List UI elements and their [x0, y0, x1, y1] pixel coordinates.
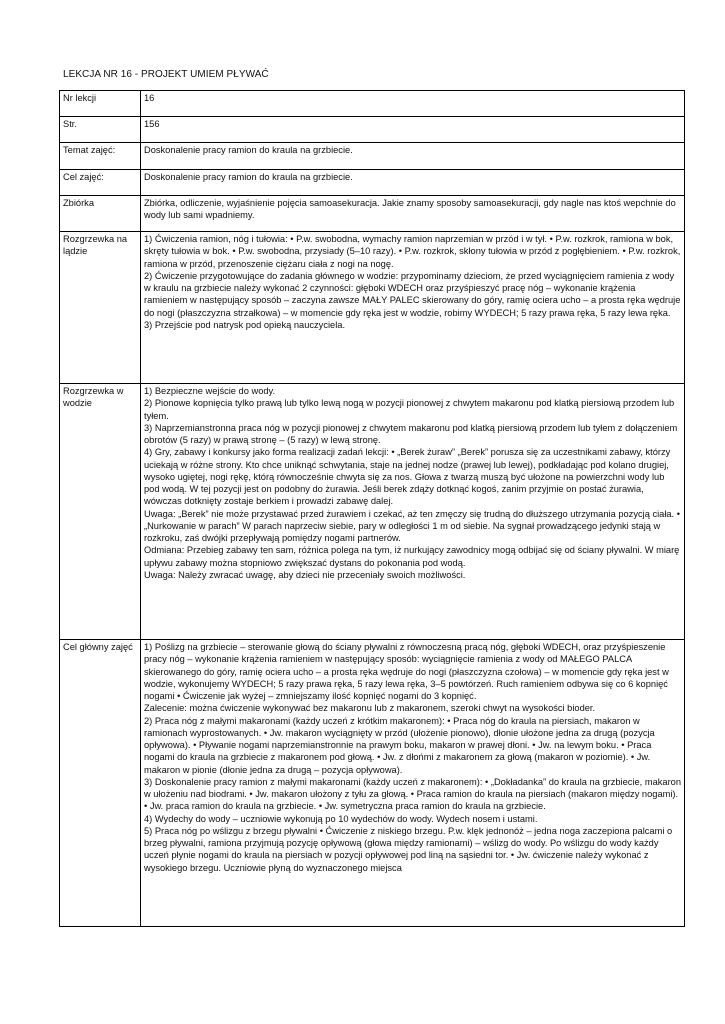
row-label: Str.	[60, 117, 141, 143]
row-content-line: 1) Bezpieczne wejście do wody.	[144, 386, 276, 396]
row-content-line: 2) Pionowe kopnięcia tylko prawą lub tylko lewą nogą w pozycji pionowej z chwytem makaronu pod klatką piersiową przodem lub tyłem.	[144, 398, 675, 421]
row-content-line: Doskonalenie pracy ramion do kraula na grzbiecie.	[144, 172, 353, 182]
row-content	[141, 196, 685, 232]
row-content	[141, 143, 685, 170]
row-content	[141, 170, 685, 196]
table-row	[60, 117, 685, 143]
row-content-line: 3) Naprzemianstronna praca nóg w pozycji pionowej z chwytem makaronu pod klatką piersiową przodem lub tyłem z dołączeniem obrotów (5 razy) w prawą stronę – (5 razy) w lewą stronę.	[144, 422, 678, 445]
table-row	[60, 384, 685, 640]
row-content-line: 3) Przejście pod natrysk pod opieką nauczyciela.	[144, 319, 346, 330]
row-label: Cel zajęć:	[60, 170, 141, 196]
row-content	[141, 232, 685, 384]
table-row	[60, 170, 685, 196]
row-content-line: Uwaga: Należy zwracać uwagę, aby dzieci nie przeceniały swoich możliwości.	[144, 569, 466, 580]
table-row	[60, 232, 685, 384]
table-row	[60, 143, 685, 170]
row-content-line: 1) Ćwiczenia ramion, nóg i tułowia: • P.w. swobodna, wymachy ramion naprzemian w przód i w tył. • P.w. rozkrok, ramiona w bok, skręty tułowia w bok. • P.w. swobodna, przysiady (5–10 razy). • P.w. rozkrok, skłony tułowia w przód z pogłębieniem. • P.w. rozkrok, ramiona w przód, przenoszenie ciężaru ciała z nogi na nogę.	[144, 234, 681, 269]
row-content-line: 5) Praca nóg po wślizgu z brzegu pływalni • Ćwiczenie z niskiego brzegu. P.w. klęk jednonóż – jedna noga zaczepiona palcami o brzeg pływalni, ramiona przyjmują pozycję opływową (głowa między ramionami) – wślizg do wody. Po wślizgu do wody każdy uczeń płynie nogami do kraula na piersiach w pozycji opływowej pod liną na sąsiedni tor. • Jw. ćwiczenie należy wykonać z wysokiego brzegu. Uczniowie płyną do wyznaczonego miejsca	[144, 825, 673, 873]
row-content-line: 156	[144, 119, 160, 129]
row-content-line: Uwaga: „Berek” nie może przystawać przed żurawiem i czekać, aż ten zmęczy się trudną do dłuższego utrzymania pozycją ciała. • „Nurkowanie w parach” W parach naprzeciw siebie, pary w odległości 1 m od siebie. Na sygnał prowadzącego jedynki stają w rozkroku, zaś dwójki przepływają pomiędzy nogami partnerów.	[144, 508, 680, 543]
row-content-line: 2) Praca nóg z małymi makaronami (każdy uczeń z krótkim makaronem): • Praca nóg do kraula na piersiach, makaron w ramionach wyprostowanych. • Jw. makaron wyciągnięty w przód (ułożenie pionowo), dłonie ułożone jedna za drugą (pozycja opływowa). • Pływanie nogami naprzemianstronnie na prawym boku, makaron w prawej dłoni. • Jw. na lewym boku. • Praca nogami do kraula na grzbiecie z makaronem pod głową. • Jw. z dłońmi z makaronem za głową (makaron w poziomie). • Jw. makaron w pionie (dłonie jedna za drugą – pozycja opływowa).	[144, 715, 655, 775]
row-content-line: 2) Ćwiczenie przygotowujące do zadania głównego w wodzie: przypominamy dzieciom, że przed wyciągnięciem ramienia z wody w kraulu na grzbiecie należy wykonać 2 czynności: głęboki WDECH oraz przyśpieszyć pracę nóg – wykonanie krążenia ramieniem w następujący sposób – zaczyna zawsze MAŁY PALEC skierowany do góry, ramię ociera ucho – a prosta ręka wędruje do nogi (płaszczyzna strzałkowa) – w momencie gdy ręka jest w wodzie, robimy WYDECH; 5 razy prawa ręka, 5 razy lewa ręka.	[144, 270, 681, 318]
row-content	[141, 91, 685, 117]
row-content-line: 16	[144, 93, 155, 103]
row-label: Rozgrzewka w wodzie	[60, 384, 141, 640]
row-content	[141, 384, 685, 640]
row-content-line: 3) Doskonalenie pracy ramion z małymi makaronami (każdy uczeń z makaronem): • „Dokładanka” do kraula na grzbiecie, makaron w ułożeniu nad biodrami. • Jw. makaron ułożony z tyłu za głową. • Praca ramion do kraula na piersiach (makaron między nogami). • Jw. praca ramion do kraula na grzbiecie. • Jw. symetryczna praca ramion do kraula na grzbiecie.	[144, 776, 682, 812]
lesson-table	[59, 90, 685, 927]
row-label: Temat zajęć:	[60, 143, 141, 170]
row-label: Rozgrzewka na lądzie	[60, 232, 141, 384]
row-content-line: Odmiana: Przebieg zabawy ten sam, różnica polega na tym, iż nurkujący zawodnicy mogą odbijać się od ściany pływalni. W miarę upływu zabawy można stopniowo zwiększać dystans do pokonania pod wodą.	[144, 545, 680, 568]
table-row	[60, 196, 685, 232]
row-label: Nr lekcji	[60, 91, 141, 117]
row-content-line: Doskonalenie pracy ramion do kraula na grzbiecie.	[144, 145, 353, 155]
table-row	[60, 91, 685, 117]
row-content-line: 4) Gry, zabawy i konkursy jako forma realizacji zadań lekcji: • „Berek żuraw” „Berek” porusza się za uczestnikami zabawy, którzy uciekają w różne strony. Kto chce uniknąć schwytania, staje na jednej nodze (prawej lub lewej), podkładając pod kolano drugiej, wysoko ugiętej, nogi rękę, którą równocześnie chwyta się za nos. Głowa z twarzą muszą być ułożone na powierzchni wody lub pod wodą. W tej pozycji jest on podobny do żurawia. Jeśli berek zdąży dotknąć kogoś, zanim przyjmie on postać żurawia, wówczas dotknięty zostaje berkiem i prowadzi zabawę dalej.	[144, 447, 671, 507]
row-label: Cel główny zajęć	[60, 640, 141, 927]
row-label: Zbiórka	[60, 196, 141, 232]
row-content-line: 4) Wydechy do wody – uczniowie wykonują po 10 wydechów do wody. Wydech nosem i ustami.	[144, 813, 538, 824]
row-content-line: Zbiórka, odliczenie, wyjaśnienie pojęcia samoasekuracja. Jakie znamy sposoby samoasekuracji, gdy nagle nas ktoś wepchnie do wody lub sami wpadniemy.	[144, 198, 676, 221]
row-content-line: 1) Poślizg na grzbiecie – sterowanie głową do ściany pływalni z równoczesną pracą nóg, głęboki WDECH, oraz przyśpieszenie pracy nóg – wykonanie krążenia ramieniem w następujący sposób: wyciągnięcie ramienia z wody od MAŁEGO PALCA skierowanego do góry, ramię ociera ucho – a prosta ręka wędruje do nogi (płaszczyzna czołowa) – w momencie gdy ręka jest w wodzie, wykonujemy WYDECH; 5 razy prawa ręka, 5 razy lewa ręka, 3–5 powtórzeń. Ruch ramieniem odbywa się co 6 kopnięć nogami • Ćwiczenie jak wyżej – zmniejszamy ilość kopnięć nogami do 3 kopnięć.	[144, 642, 669, 701]
page-title: LEKCJA NR 16 - PROJEKT UMIEM PŁYWAĆ	[63, 69, 269, 80]
row-content	[141, 640, 685, 927]
row-content-line: Zalecenie: można ćwiczenie wykonywać bez makaronu lub z makaronem, szeroki chwyt na wysokości bioder.	[144, 703, 596, 714]
table-row	[60, 640, 685, 927]
row-content	[141, 117, 685, 143]
